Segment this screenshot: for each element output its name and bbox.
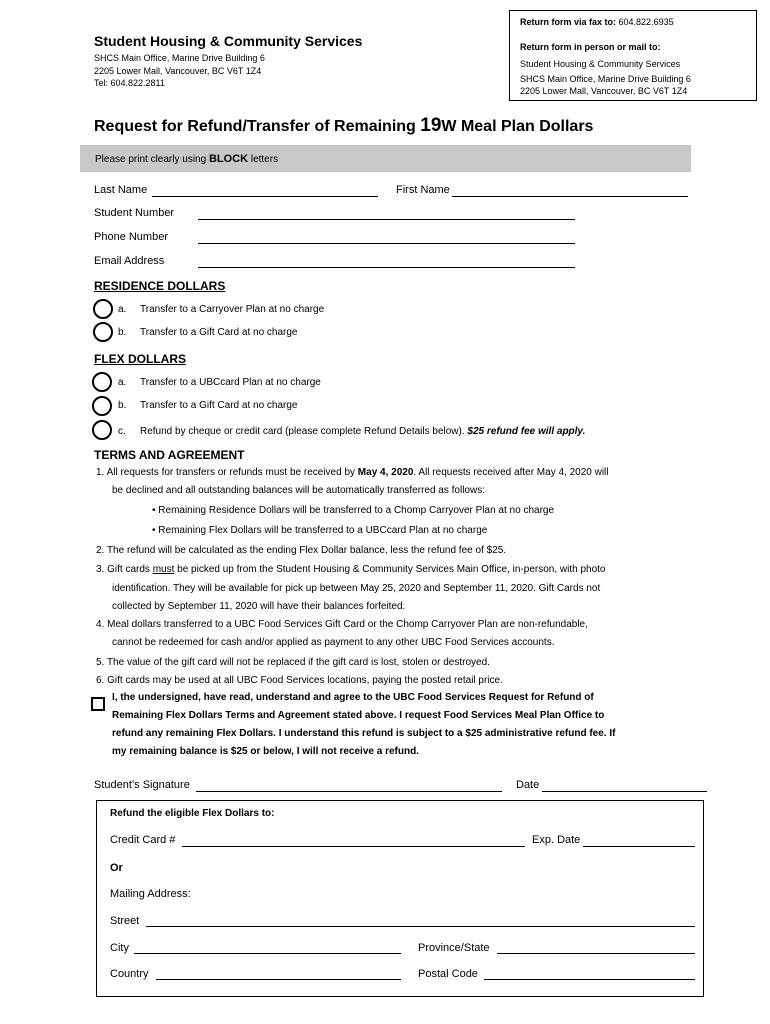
residence-option-b-radio[interactable] bbox=[93, 322, 113, 342]
flex-option-c-letter: c. bbox=[118, 426, 126, 437]
country-field[interactable] bbox=[156, 979, 401, 980]
title-suffix: W Meal Plan Dollars bbox=[441, 118, 594, 135]
refund-fee-note: $25 refund fee will apply. bbox=[467, 426, 586, 437]
fax-number: 604.822.6935 bbox=[618, 17, 674, 27]
residence-option-a-radio[interactable] bbox=[93, 299, 113, 319]
agreement-line3: refund any remaining Flex Dollars. I understand this refund is subject to a $25 administrative refund fee. If bbox=[112, 728, 616, 739]
term-3-line2: identification. They will be available for pick up between May 25, 2020 and September 11, 2020. Gift Cards not bbox=[112, 583, 601, 594]
flex-option-b-text: Transfer to a Gift Card at no charge bbox=[140, 400, 298, 411]
term-1-bullet1-text: Remaining Residence Dollars will be transferred to a Chomp Carryover Plan at no charge bbox=[158, 505, 555, 516]
term-1-deadline: May 4, 2020 bbox=[357, 467, 414, 478]
signature-field[interactable] bbox=[196, 791, 502, 792]
city-label: City bbox=[110, 942, 129, 954]
term-6: 6. Gift cards may be used at all UBC Food Services locations, paying the posted retail price. bbox=[96, 675, 503, 686]
exp-date-label: Exp. Date bbox=[532, 834, 581, 846]
flex-option-c-text bbox=[140, 426, 585, 437]
term-1-line2: be declined and all outstanding balances will be automatically transferred as follows: bbox=[112, 485, 485, 496]
org-tel: Tel: 604.822.2811 bbox=[94, 78, 165, 88]
postal-code-label: Postal Code bbox=[418, 968, 478, 980]
agreement-checkbox[interactable] bbox=[91, 697, 105, 711]
term-1-bullet2-text: Remaining Flex Dollars will be transferred to a UBCcard Plan at no charge bbox=[158, 525, 488, 536]
page-title bbox=[94, 115, 593, 137]
credit-card-field[interactable] bbox=[182, 846, 525, 847]
term-1-line1 bbox=[96, 467, 609, 478]
street-label: Street bbox=[110, 915, 140, 927]
term-1-b: . All requests received after May 4, 2020 will bbox=[413, 467, 609, 478]
flex-option-a-text: Transfer to a UBCcard Plan at no charge bbox=[140, 377, 321, 388]
email-field[interactable] bbox=[198, 267, 575, 268]
term-3-a: 3. Gift cards bbox=[96, 564, 153, 575]
first-name-field[interactable] bbox=[452, 196, 688, 197]
term-4-line2: cannot be redeemed for cash and/or applied as payment to any other UBC Food Services accounts. bbox=[112, 637, 555, 648]
org-addr1: SHCS Main Office, Marine Drive Building 6 bbox=[94, 53, 265, 63]
date-label: Date bbox=[516, 779, 540, 791]
student-number-field[interactable] bbox=[198, 219, 575, 220]
term-2: 2. The refund will be calculated as the ending Flex Dollar balance, less the refund fee of $25. bbox=[96, 545, 507, 556]
postal-code-field[interactable] bbox=[484, 979, 695, 980]
mailing-address-label: Mailing Address: bbox=[110, 888, 191, 900]
banner-post: letters bbox=[248, 154, 279, 165]
agreement-line2: Remaining Flex Dollars Terms and Agreement stated above. I request Food Services Meal Plan Office to bbox=[112, 710, 605, 721]
banner-pre: Please print clearly using bbox=[95, 154, 209, 165]
org-name: Student Housing & Community Services bbox=[94, 33, 363, 49]
residence-option-a-text: Transfer to a Carryover Plan at no charge bbox=[140, 304, 325, 315]
term-3-line3: collected by September 11, 2020 will have their balances forfeited. bbox=[112, 601, 406, 612]
student-number-label: Student Number bbox=[94, 207, 175, 219]
mail-label: Return form in person or mail to: bbox=[520, 42, 661, 52]
flex-option-c-main: Refund by cheque or credit card (please complete Refund Details below). bbox=[140, 426, 468, 437]
signature-label: Student’s Signature bbox=[94, 779, 190, 791]
residence-option-b-letter: b. bbox=[118, 327, 127, 338]
return-line3: 2205 Lower Mall, Vancouver, BC V6T 1Z4 bbox=[520, 86, 688, 96]
province-field[interactable] bbox=[497, 953, 695, 954]
first-name-label: First Name bbox=[396, 184, 450, 196]
residence-option-a-letter: a. bbox=[118, 304, 127, 315]
street-field[interactable] bbox=[146, 926, 695, 927]
flex-option-b-radio[interactable] bbox=[92, 396, 112, 416]
phone-field[interactable] bbox=[198, 243, 575, 244]
last-name-label: Last Name bbox=[94, 184, 148, 196]
province-label: Province/State bbox=[418, 942, 490, 954]
term-1-bullet1: • Remaining Residence Dollars will be transferred to a Chomp Carryover Plan at no charge bbox=[152, 505, 555, 516]
org-addr2: 2205 Lower Mall, Vancouver, BC V6T 1Z4 bbox=[94, 66, 262, 76]
agreement-line4: my remaining balance is $25 or below, I will not receive a refund. bbox=[112, 746, 419, 757]
exp-date-field[interactable] bbox=[583, 846, 695, 847]
date-field[interactable] bbox=[542, 791, 707, 792]
fax-label: Return form via fax to: bbox=[520, 17, 617, 27]
title-prefix: Request for Refund/Transfer of Remaining bbox=[94, 118, 421, 135]
flex-option-c-radio[interactable] bbox=[92, 420, 112, 440]
return-line2: SHCS Main Office, Marine Drive Building 6 bbox=[520, 74, 691, 84]
banner-bold: BLOCK bbox=[208, 153, 249, 165]
title-year: 19 bbox=[420, 115, 442, 136]
or-label: Or bbox=[110, 862, 123, 874]
flex-option-a-letter: a. bbox=[118, 377, 127, 388]
phone-label: Phone Number bbox=[94, 231, 168, 243]
term-3-b: be picked up from the Student Housing & Community Services Main Office, in-person, with photo bbox=[174, 564, 606, 575]
flex-option-b-letter: b. bbox=[118, 400, 127, 411]
email-label: Email Address bbox=[94, 255, 165, 267]
return-line1: Student Housing & Community Services bbox=[520, 59, 681, 69]
credit-card-label: Credit Card # bbox=[110, 834, 176, 846]
term-3-line1 bbox=[96, 564, 606, 575]
refund-heading: Refund the eligible Flex Dollars to: bbox=[110, 808, 275, 819]
term-4-line1: 4. Meal dollars transferred to a UBC Food Services Gift Card or the Chomp Carryover Plan are non-refundable, bbox=[96, 619, 588, 630]
flex-heading: FLEX DOLLARS bbox=[94, 352, 186, 366]
term-1-bullet2: • Remaining Flex Dollars will be transferred to a UBCcard Plan at no charge bbox=[152, 525, 488, 536]
term-3-must: must bbox=[152, 564, 175, 575]
residence-heading: RESIDENCE DOLLARS bbox=[94, 279, 226, 293]
residence-option-b-text: Transfer to a Gift Card at no charge bbox=[140, 327, 298, 338]
city-field[interactable] bbox=[134, 953, 401, 954]
term-5: 5. The value of the gift card will not be replaced if the gift card is lost, stolen or destroyed. bbox=[96, 657, 490, 668]
last-name-field[interactable] bbox=[152, 196, 378, 197]
agreement-line1: I, the undersigned, have read, understand and agree to the UBC Food Services Request for Refund of bbox=[112, 692, 594, 703]
flex-option-a-radio[interactable] bbox=[92, 372, 112, 392]
fax-line bbox=[520, 17, 674, 27]
terms-heading: TERMS AND AGREEMENT bbox=[94, 448, 245, 462]
banner-text bbox=[95, 153, 278, 165]
country-label: Country bbox=[110, 968, 149, 980]
term-1-a: 1. All requests for transfers or refunds must be received by bbox=[96, 467, 358, 478]
